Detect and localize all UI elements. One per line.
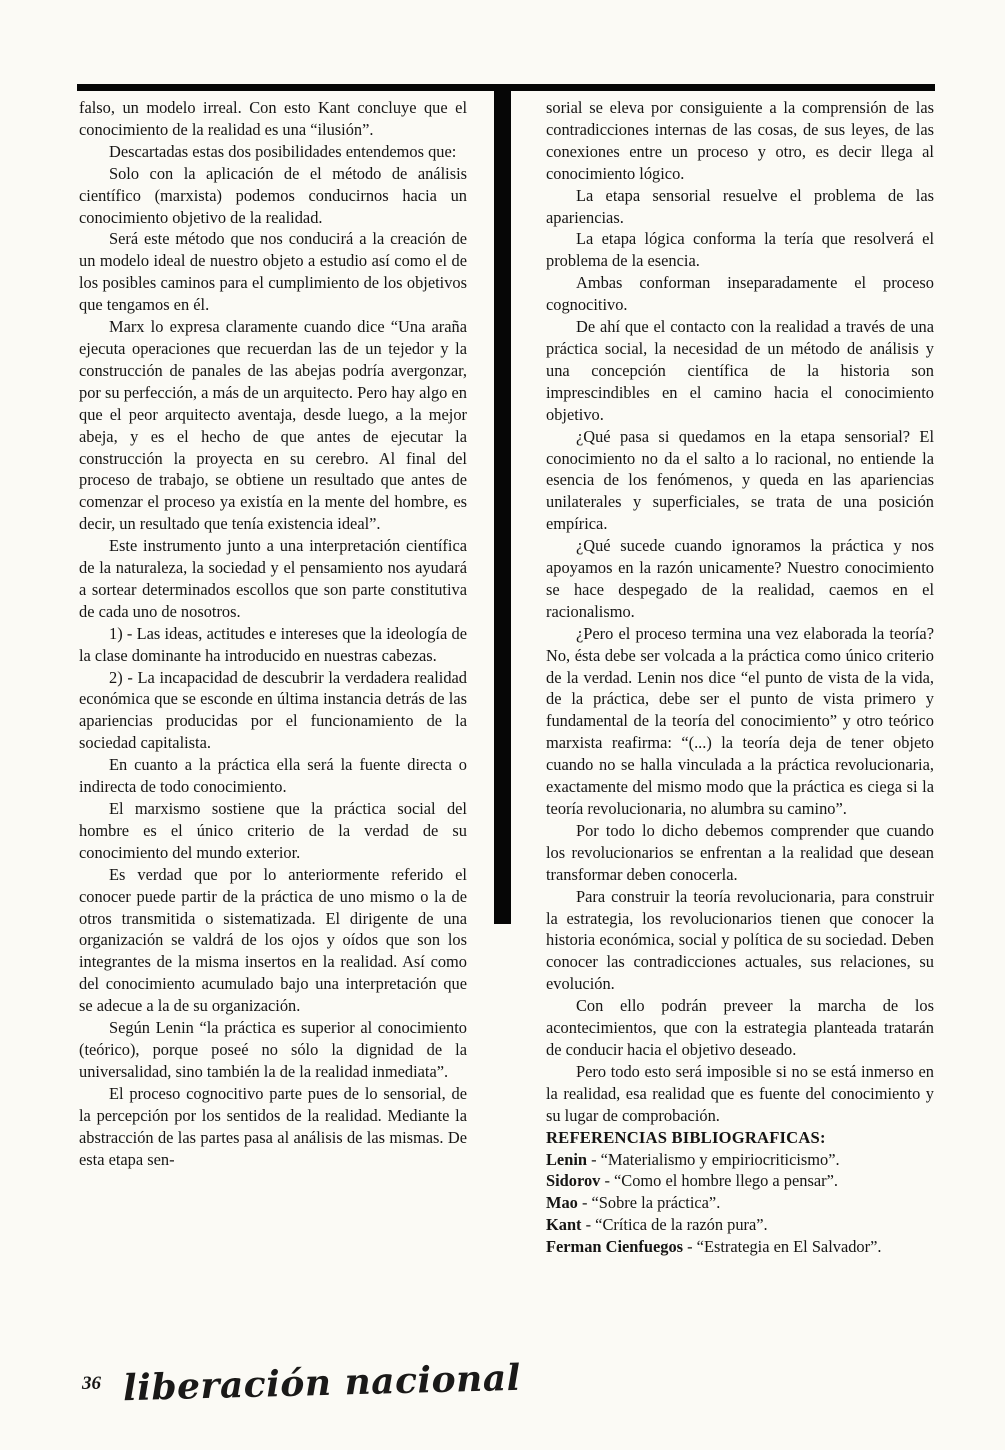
- paragraph: ¿Qué pasa si quedamos en la etapa sensorial? El conocimiento no da el salto a lo racional, no entiende la esencia de los fenómenos, y queda en las apariencias unilaterales y superficiales, se trata de una posición empírica.: [546, 426, 934, 534]
- reference-text: - “Materialismo y empiriocriticismo”.: [587, 1149, 840, 1169]
- paragraph: Será este método que nos conducirá a la creación de un modelo ideal de nuestro objeto a estudio así como el de los posibles caminos para el cumplimiento de los objetivos que tengamos en él.: [79, 229, 467, 315]
- right-column: [546, 97, 934, 1258]
- publication-logo: liberación nacional: [122, 1356, 522, 1410]
- paragraph: En cuanto a la práctica ella será la fuente directa o indirecta de todo conocimiento.: [79, 755, 467, 797]
- references-list: [546, 1149, 934, 1259]
- reference-author: Lenin: [546, 1149, 587, 1169]
- paragraph: ¿Pero el proceso termina una vez elaborada la teoría? No, ésta debe ser volcada a la práctica como único criterio de la verdad. Lenin nos dice “el punto de vista de la vida, de la práctica, debe ser el punto de vista primero y fundamental de la teoría del conocimiento” y otro teórico marxista reafirma: “(...) la teoría deja de tener objeto cuando no se halla vinculada a la práctica revolucionaria, exactamente del mismo modo que la práctica es ciega si la teoría revolucionaria, no alumbra su camino”.: [546, 623, 934, 818]
- reference-text: - “Como el hombre llego a pensar”.: [600, 1171, 838, 1191]
- paragraph: La etapa sensorial resuelve el problema de las apariencias.: [546, 185, 934, 227]
- paragraph: Es verdad que por lo anteriormente referido el conocer puede partir de la práctica de uno mismo o la de otros transmitida o sistematizada. El dirigente de una organización se valdrá de los ojos y oídos que son los integrantes de la misma insertos en la realidad. Así como del conocimiento acumulado bajo una interpretación que se adecue a la de su organización.: [79, 864, 467, 1016]
- references-heading: REFERENCIAS BIBLIOGRAFICAS:: [546, 1127, 826, 1147]
- page-footer: [82, 1356, 522, 1410]
- paragraph: La etapa lógica conforma la tería que resolverá el problema de la esencia.: [546, 229, 934, 271]
- paragraph: Este instrumento junto a una interpretación científica de la naturaleza, la sociedad y el pensamiento nos ayudará a sortear determinados escollos que son parte constitutiva de cada uno de nosotros.: [79, 536, 467, 621]
- paragraph: El proceso cognocitivo parte pues de lo sensorial, de la percepción por los sentidos de la realidad. Mediante la abstracción de las partes pasa al análisis de las mismas. De esta etapa sen-: [79, 1083, 467, 1169]
- reference-text: - “Sobre la práctica”.: [577, 1193, 721, 1213]
- paragraph: Ambas conforman inseparadamente el proceso cognocitivo.: [546, 273, 934, 315]
- reference-author: Mao: [546, 1193, 578, 1213]
- reference-item: [546, 1192, 934, 1214]
- paragraph: Pero todo esto será imposible si no se está inmerso en la realidad, esa realidad que es fuente del conocimiento y su lugar de comprobación.: [546, 1061, 934, 1125]
- paragraph: Descartadas estas dos posibilidades entendemos que:: [109, 141, 457, 161]
- paragraph: Por todo lo dicho debemos comprender que cuando los revolucionarios se enfrentan a la realidad que desean transformar deben conocerla.: [546, 820, 934, 884]
- reference-text: - “Estrategia en El Salvador”.: [683, 1237, 882, 1257]
- paragraph: Marx lo expresa claramente cuando dice “Una araña ejecuta operaciones que recuerdan las de un tejedor y la construcción de panales de las abejas podría avergonzar, por su perfección, a más de un arquitecto. Pero hay algo en que el peor arquitecto aventaja, desde luego, a la mejor abeja, y es el hecho de que antes de ejecutar la construcción la proyecta en su cerebro. Al final del proceso de trabajo, se obtiene un resultado que antes de comenzar el proceso ya existía en la mente del hombre, es decir, un resultado que tenía existencia ideal”.: [79, 317, 467, 534]
- left-paragraphs: [79, 97, 467, 1170]
- reference-item: [546, 1214, 934, 1236]
- reference-item: [546, 1236, 934, 1258]
- paragraph: 1) - Las ideas, actitudes e intereses que la ideología de la clase dominante ha introducido en nuestras cabezas.: [79, 623, 467, 665]
- paragraph: 2) - La incapacidad de descubrir la verdadera realidad económica que se esconde en última instancia detrás de las apariencias producidas por el funcionamiento de la sociedad capitalista.: [79, 667, 467, 753]
- reference-author: Ferman Cienfuegos: [546, 1237, 684, 1257]
- left-column: [79, 97, 467, 1170]
- column-divider-rule: [494, 84, 511, 924]
- paragraph: Para construir la teoría revolucionaria, para construir la estrategia, los revolucionarios tienen que conocer la historia económica, social y política de su sociedad. Deben conocer las contradicciones actuales, sus relaciones, su evolución.: [546, 886, 934, 994]
- reference-author: Sidorov: [546, 1171, 601, 1191]
- paragraph: Según Lenin “la práctica es superior al conocimiento (teórico), porque poseé no sólo la dignidad de la universalidad, sino también la de la realidad inmediata”.: [79, 1018, 467, 1081]
- paragraph: Solo con la aplicación de el método de análisis científico (marxista) podemos conducirnos hacia un conocimiento objetivo de la realidad.: [79, 163, 467, 227]
- paragraph: sorial se eleva por consiguiente a la comprensión de las contradicciones internas de las cosas, de sus leyes, de las conexiones entre un proceso y otro, es decir llega al conocimiento lógico.: [546, 98, 934, 183]
- reference-item: [546, 1170, 934, 1192]
- paragraph: Con ello podrán preveer la marcha de los acontecimientos, que con la estrategia planteada tratarán de conducir hacia el objetivo deseado.: [546, 996, 934, 1059]
- reference-text: - “Crítica de la razón pura”.: [581, 1215, 768, 1235]
- paragraph: ¿Qué sucede cuando ignoramos la práctica y nos apoyamos en la razón unicamente? Nuestro conocimiento se hace despegado de la realidad, caemos en el racionalismo.: [546, 536, 934, 621]
- reference-author: Kant: [546, 1215, 582, 1235]
- paragraph: El marxismo sostiene que la práctica social del hombre es el único criterio de la verdad de su conocimiento del mundo exterior.: [79, 799, 467, 862]
- reference-item: [546, 1149, 934, 1171]
- paragraph: De ahí que el contacto con la realidad a través de una práctica social, la necesidad de un método de análisis y una concepción científica de la historia son imprescindibles en el camino hacia el conocimiento objetivo.: [546, 317, 934, 424]
- page-number: 36: [82, 1373, 101, 1394]
- paragraph: falso, un modelo irreal. Con esto Kant concluye que el conocimiento de la realidad es una “ilusión”.: [79, 98, 467, 139]
- right-paragraphs: [546, 97, 934, 1127]
